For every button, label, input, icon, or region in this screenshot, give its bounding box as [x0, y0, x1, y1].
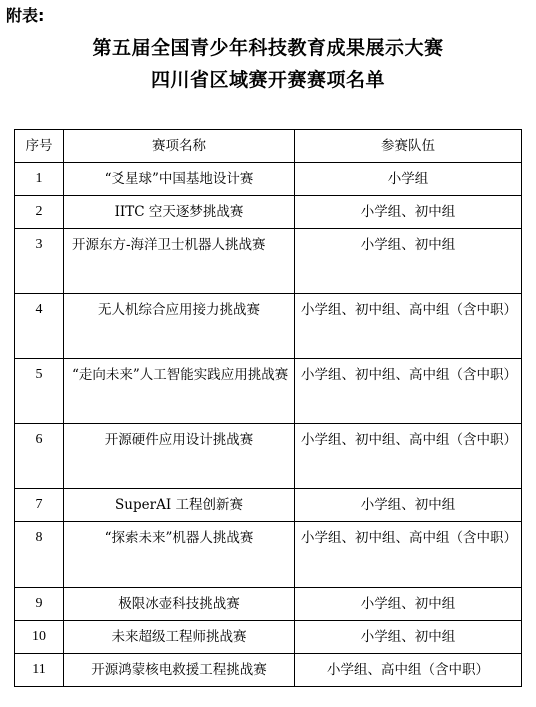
- row-team: 小学组、初中组: [295, 621, 522, 654]
- event-roster-table: [14, 129, 522, 687]
- row-team: 小学组: [295, 163, 522, 196]
- header-no: 序号: [15, 130, 64, 163]
- row-no: 4: [15, 294, 64, 359]
- table-row: [15, 294, 522, 359]
- row-event-name: 未来超级工程师挑战赛: [64, 621, 295, 654]
- row-event-name: IITC 空天逐梦挑战赛: [64, 196, 295, 229]
- table-row: [15, 359, 522, 424]
- row-event-name: 开源东方-海洋卫士机器人挑战赛: [64, 229, 295, 294]
- row-no: 5: [15, 359, 64, 424]
- row-no: 8: [15, 522, 64, 588]
- table-row: [15, 229, 522, 294]
- table-header-row: [15, 130, 522, 163]
- attachment-label: 附表:: [6, 6, 45, 25]
- row-event-name: 开源鸿蒙核电救援工程挑战赛: [64, 654, 295, 687]
- table-row: [15, 654, 522, 687]
- table-row: [15, 424, 522, 489]
- row-event-name: “爻星球”中国基地设计赛: [64, 163, 295, 196]
- table-row: [15, 489, 522, 522]
- document-title-line-2: 四川省区域赛开赛赛项名单: [150, 69, 385, 91]
- table-row: [15, 522, 522, 588]
- header-event-name: 赛项名称: [64, 130, 295, 163]
- row-team: 小学组、初中组、高中组（含中职）: [295, 424, 522, 489]
- row-event-name: SuperAI 工程创新赛: [64, 489, 295, 522]
- row-team: 小学组、初中组、高中组（含中职）: [295, 359, 522, 424]
- row-no: 10: [15, 621, 64, 654]
- document-title-line-1: 第五届全国青少年科技教育成果展示大赛: [92, 37, 444, 59]
- row-event-name: 开源硬件应用设计挑战赛: [64, 424, 295, 489]
- table-row: [15, 196, 522, 229]
- row-no: 1: [15, 163, 64, 196]
- row-team: 小学组、初中组: [295, 588, 522, 621]
- header-team: 参赛队伍: [295, 130, 522, 163]
- row-event-name: “走向未来”人工智能实践应用挑战赛: [64, 359, 295, 424]
- row-event-name: 无人机综合应用接力挑战赛: [64, 294, 295, 359]
- row-no: 7: [15, 489, 64, 522]
- row-no: 11: [15, 654, 64, 687]
- row-no: 6: [15, 424, 64, 489]
- row-team: 小学组、初中组: [295, 229, 522, 294]
- row-event-name: 极限冰壶科技挑战赛: [64, 588, 295, 621]
- row-team: 小学组、初中组: [295, 196, 522, 229]
- row-no: 9: [15, 588, 64, 621]
- table-row: [15, 621, 522, 654]
- row-team: 小学组、初中组、高中组（含中职）: [295, 294, 522, 359]
- table-row: [15, 163, 522, 196]
- row-team: 小学组、高中组（含中职）: [295, 654, 522, 687]
- row-team: 小学组、初中组、高中组（含中职）: [295, 522, 522, 588]
- row-event-name: “探索未来”机器人挑战赛: [64, 522, 295, 588]
- row-no: 2: [15, 196, 64, 229]
- table-row: [15, 588, 522, 621]
- row-team: 小学组、初中组: [295, 489, 522, 522]
- row-no: 3: [15, 229, 64, 294]
